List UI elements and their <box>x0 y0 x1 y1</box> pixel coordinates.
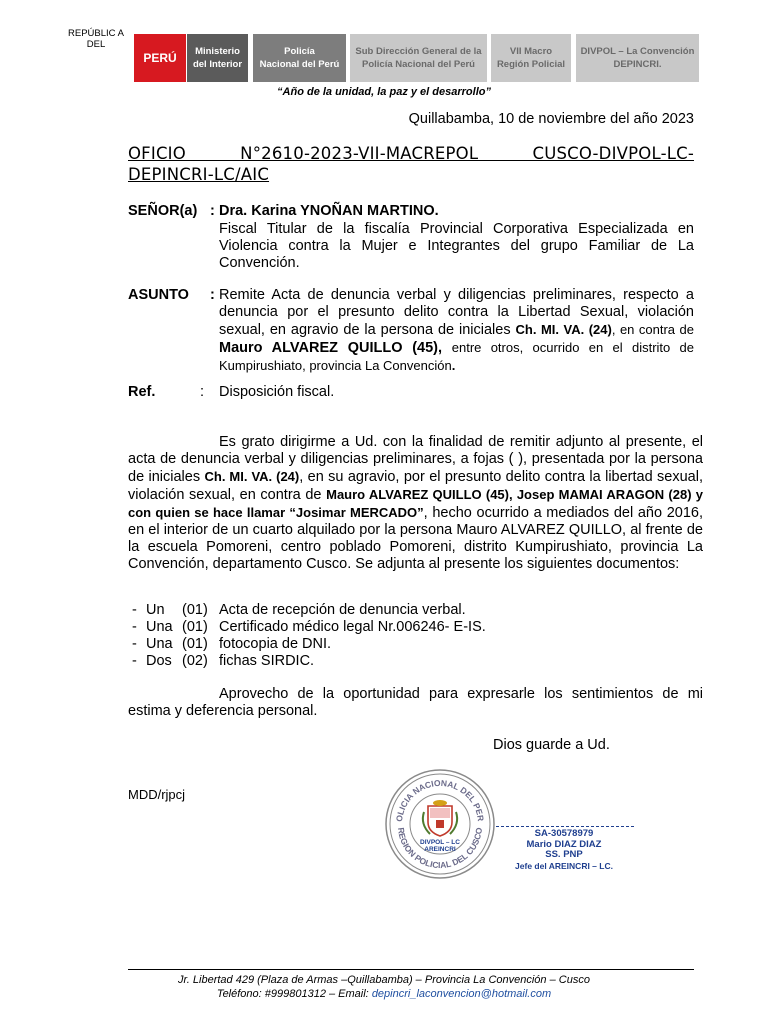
list-dash: - <box>132 636 137 652</box>
asunto-colon: : <box>210 287 215 303</box>
seal-graphic <box>384 768 496 880</box>
body-part-a: Es grato dirigirme a Ud. con la finalidad de remitir adjunto al presente, el acta de denuncia verbal y diligencias preliminares, a fojas ( ), presentada por la persona de iniciales <box>128 434 703 485</box>
signature-name: Mario DIAZ DIAZ <box>526 838 602 850</box>
list-qty: Un <box>146 602 165 618</box>
asunto-victim: Ch. MI. VA. (24) <box>515 322 612 337</box>
ministerio-line2: del Interior <box>192 59 243 70</box>
list-desc: fotocopia de DNI. <box>219 636 332 652</box>
seal-bottom-text: REGION POLICIAL DEL CUSCO <box>395 826 485 871</box>
asunto-text <box>219 287 694 375</box>
body-paragraph <box>128 434 703 573</box>
list-desc: Certificado médico legal Nr.006246- E-IS. <box>219 619 486 635</box>
policia-box <box>253 34 346 82</box>
asunto-part3: entre otros, ocurrido en el distrito de Kumpirushiato, provincia La Convención <box>219 340 695 373</box>
oficio-number: OFICIO N°2610-2023-VII-MACREPOL CUSCO-DIVPOL-LC-DEPINCRI-LC/AIC <box>128 144 694 184</box>
macro-line1: VII Macro <box>509 46 553 57</box>
asunto-label: ASUNTO <box>128 287 189 303</box>
divpol-line1: DIVPOL – La Convención <box>580 46 695 57</box>
republica-text: REPÚBLIC A DEL <box>68 28 124 50</box>
asunto-accused: Mauro ALVAREZ QUILLO (45), <box>219 340 443 356</box>
subdireccion-box <box>350 34 487 82</box>
footer-contact <box>0 988 768 1002</box>
macro-line2: Región Policial <box>496 59 566 70</box>
footer-email-link[interactable]: depincri_laconvencion@hotmail.com <box>371 988 552 1000</box>
divpol-box <box>576 34 699 82</box>
recipient-title: Fiscal Titular de la fiscalía Provincial Corporativa Especializada en Violencia contra la Mujer e Integrantes del grupo Familiar de La Convención. <box>219 221 694 271</box>
peru-logo-box <box>134 34 186 82</box>
body-victim: Ch. MI. VA. (24) <box>204 469 300 484</box>
macro-region-box <box>491 34 571 82</box>
asunto-part1: Remite Acta de denuncia verbal y diligencias preliminares, respecto a denuncia por el presunto delito contra la Libertad Sexual, violación sexual, en agravio de la persona de iniciales <box>219 287 694 338</box>
list-qty: Una <box>146 636 173 652</box>
signature-cip: SA-30578979 <box>534 828 594 839</box>
signature-line <box>496 826 634 827</box>
footer-divider <box>128 969 694 970</box>
ref-text: Disposición fiscal. <box>219 384 335 400</box>
divpol-line2: DEPINCRI. <box>613 59 662 70</box>
seal-center-line2: AREINCRI <box>424 846 456 853</box>
body-accused: Mauro ALVAREZ QUILLO (45), Josep MAMAI ARAGON (28) y con quien se hace llamar “Josimar MERCADO” <box>128 487 703 520</box>
senor-label: SEÑOR(a) <box>128 203 198 219</box>
subdireccion-line2: Policía Nacional del Perú <box>362 59 475 70</box>
recipient-name: Dra. Karina YNOÑAN MARTINO. <box>219 203 439 219</box>
signature-rank: SS. PNP <box>545 849 583 860</box>
list-num: (01) <box>182 636 208 652</box>
initials: MDD/rjpcj <box>128 787 186 802</box>
police-seal <box>384 768 496 880</box>
body-part-c: , hecho ocurrido a mediados del año 2016, en el interior de un cuarto alquilado por la persona Mauro ALVAREZ QUILLO, al frente de la escuela Pomoreni, centro poblado Pomoreni, distrito Kumpirushiato, provincia La Convención, departamento Cusco. Se adjunta al presente los siguientes documentos: <box>128 505 703 572</box>
ref-colon: : <box>200 384 205 400</box>
dios-guarde: Dios guarde a Ud. <box>493 737 610 753</box>
ministerio-box <box>187 34 248 82</box>
asunto-period: . <box>451 358 456 373</box>
list-dash: - <box>132 602 137 618</box>
ref-label: Ref. <box>128 384 156 400</box>
asunto-part2: , en contra de <box>611 322 694 337</box>
list-desc: Acta de recepción de denuncia verbal. <box>219 602 466 618</box>
list-qty: Una <box>146 619 173 635</box>
closing-paragraph: Aprovecho de la oportunidad para expresarle los sentimientos de mi estima y deferencia personal. <box>128 686 703 719</box>
policia-line1: Policía <box>284 46 315 57</box>
policia-line2: Nacional del Perú <box>259 59 340 70</box>
footer-phone: Teléfono: #999801312 – Email: <box>216 988 369 1000</box>
list-num: (02) <box>182 653 208 669</box>
list-dash: - <box>132 653 137 669</box>
subdireccion-line1: Sub Dirección General de la <box>355 46 482 57</box>
seal-center-line1: DIVPOL – LC <box>420 839 460 846</box>
senor-colon: : <box>210 203 215 219</box>
year-motto: “Año de la unidad, la paz y el desarrollo” <box>277 86 491 98</box>
list-num: (01) <box>182 602 208 618</box>
list-desc: fichas SIRDIC. <box>219 653 315 669</box>
signature-block <box>496 829 632 871</box>
signature-position: Jefe del AREINCRI – LC. <box>515 860 613 871</box>
document-date: Quillabamba, 10 de noviembre del año 2023 <box>408 111 694 127</box>
peru-label: PERÚ <box>143 50 177 65</box>
footer-address: Jr. Libertad 429 (Plaza de Armas –Quillabamba) – Provincia La Convención – Cusco <box>178 974 590 986</box>
list-dash: - <box>132 619 137 635</box>
ministerio-line1: Ministerio <box>195 46 240 57</box>
list-qty: Dos <box>146 653 172 669</box>
list-num: (01) <box>182 619 208 635</box>
body-part-b: , en su agravio, por el presunto delito contra la libertad sexual, violación sexual, en contra de <box>128 469 703 503</box>
seal-top-text: OLICIA NACIONAL DEL PER <box>393 777 486 823</box>
